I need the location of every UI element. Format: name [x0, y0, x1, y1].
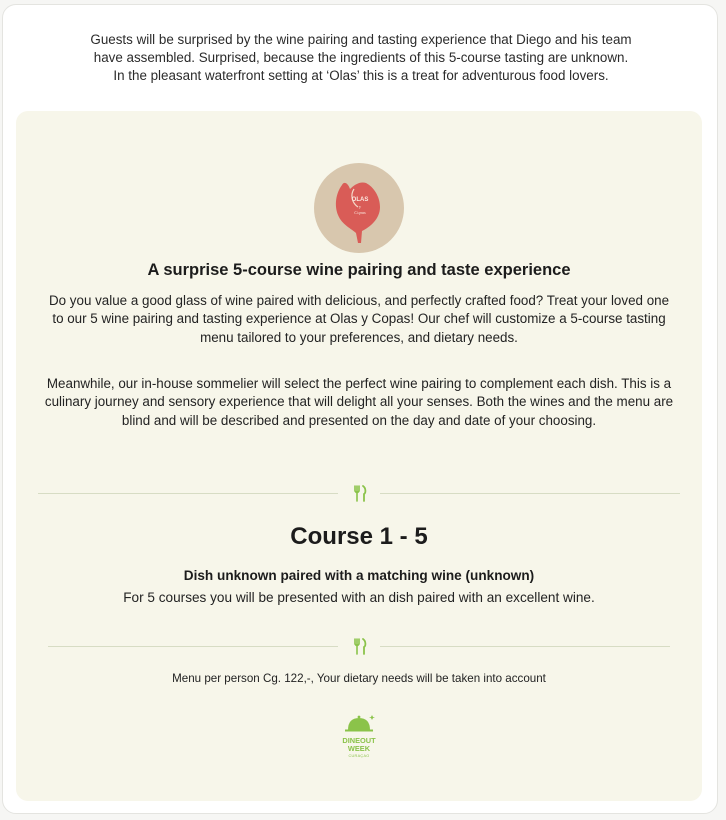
dish-description: For 5 courses you will be presented with an dish paired with an excellent wine.: [123, 590, 595, 605]
divider-line: [380, 493, 680, 494]
description-paragraph: Meanwhile, our in-house sommelier will select the perfect wine pairing to complement each dish. This is a culinary journey and sensory experience that will delight all your senses. Both the wines and the menu are blind and will be described and presented on the day and date of your choosing.: [44, 376, 674, 428]
divider-line: [380, 646, 670, 647]
cloche-icon: [334, 714, 384, 732]
experience-title: A surprise 5-course wine pairing and taste experience: [147, 261, 571, 279]
divider-line: [48, 646, 338, 647]
intro-line: In the pleasant waterfront setting at ‘Olas’ this is a treat for adventurous food lovers.: [113, 68, 609, 83]
divider-line: [38, 493, 338, 494]
logo-text: y: [358, 204, 362, 209]
menu-card: [16, 111, 702, 801]
fork-knife-icon: [350, 636, 370, 656]
course-title: Course 1 - 5: [290, 523, 428, 550]
intro-line: Guests will be surprised by the wine pairing and tasting experience that Diego and his team: [90, 32, 632, 47]
olas-y-copas-logo: [314, 163, 404, 253]
logo-text: CURAÇAO: [348, 754, 370, 758]
description-paragraph: Do you value a good glass of wine paired with delicious, and perfectly crafted food? Treat your loved one to our 5 wine pairing and tasting experience at Olas y Copas! Our chef will customize a 5-course tasting menu tailored to your preferences, and dietary needs.: [48, 293, 670, 345]
intro-text: [25, 31, 697, 85]
logo-text: Copas: [354, 210, 366, 215]
fork-knife-icon: [350, 483, 370, 503]
section-divider: [38, 483, 680, 503]
logo-text: DINEOUT: [342, 736, 376, 745]
dineout-week-logo: [334, 714, 384, 768]
logo-text: OLAS: [351, 197, 369, 203]
section-divider: [48, 636, 670, 656]
logo-text: WEEK: [347, 744, 371, 753]
dish-title: Dish unknown paired with a matching wine (unknown): [183, 568, 535, 583]
intro-line: have assembled. Surprised, because the ingredients of this 5-course tasting are unknown.: [93, 50, 629, 65]
price-note: Menu per person Cg. 122,-, Your dietary needs will be taken into account: [172, 672, 546, 685]
